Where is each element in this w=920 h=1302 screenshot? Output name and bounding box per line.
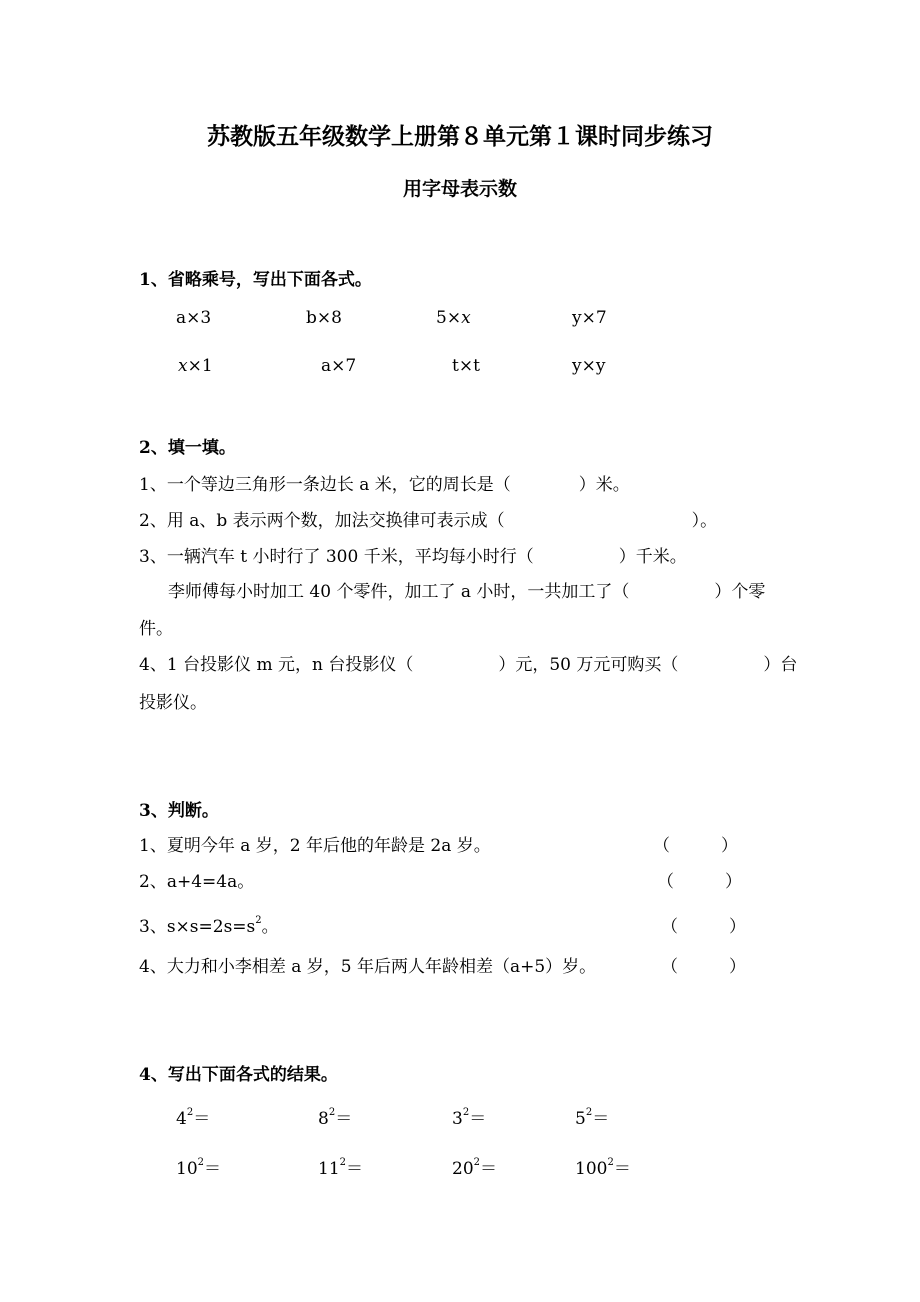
judge-item-3: 3、$s\times s=2s=s^2$。 (139, 915, 279, 937)
page-subtitle: 用字母表示数 (402, 178, 517, 200)
judge-answer-1: （ ） (653, 836, 738, 856)
fill-question-3a: 3、一辆汽车 t 小时行了 300 千米，平均每小时行（ ）千米。 (139, 547, 687, 567)
square-1-3: $3^2=$ (452, 1107, 487, 1129)
section2-heading: 2、填一填。 (139, 438, 236, 458)
square-2-1: $10^2=$ (176, 1157, 222, 1179)
expr-2-4: y×y (572, 356, 606, 376)
square-1-1: $4^2=$ (176, 1107, 211, 1129)
expr-2-3: t×t (452, 356, 480, 376)
fill-question-3c: 件。 (139, 619, 173, 639)
fill-question-4a: 4、1 台投影仪 m 元，n 台投影仪（ ）元，50 万元可购买（ ）台 (139, 655, 798, 675)
square-1-4: $5^2=$ (575, 1107, 610, 1129)
expr-1-4: y×7 (572, 308, 607, 328)
expr-1-3: 5×x (436, 308, 471, 328)
section4-heading: 4、写出下面各式的结果。 (139, 1065, 338, 1085)
fill-question-1: 1、一个等边三角形一条边长 a 米，它的周长是（ ）米。 (139, 475, 630, 495)
square-2-3: $20^2=$ (452, 1157, 498, 1179)
fill-question-2: 2、用 a、b 表示两个数，加法交换律可表示成（ ）。 (139, 511, 718, 531)
page-title: 苏教版五年级数学上册第８单元第１课时同步练习 (207, 123, 713, 150)
square-2-2: $11^2=$ (318, 1157, 364, 1179)
section3-heading: 3、判断。 (139, 801, 219, 821)
judge-answer-3: （ ） (661, 917, 746, 937)
judge-item-2: 2、a+4=4a。 (139, 872, 255, 892)
expr-2-1: x×1 (178, 356, 213, 376)
fill-question-3b: 李师傅每小时加工 40 个零件，加工了 a 小时，一共加工了（ ）个零 (168, 582, 766, 602)
expr-1-2: b×8 (306, 308, 342, 328)
judge-answer-4: （ ） (661, 957, 746, 977)
expr-2-2: a×7 (321, 356, 357, 376)
square-2-4: $100^2=$ (575, 1157, 631, 1179)
judge-answer-2: （ ） (657, 872, 742, 892)
section1-heading: 1、省略乘号，写出下面各式。 (139, 270, 372, 290)
fill-question-4b: 投影仪。 (139, 693, 207, 713)
judge-item-4: 4、大力和小李相差 a 岁，5 年后两人年龄相差（a+5）岁。 (139, 957, 597, 977)
judge-item-1: 1、夏明今年 a 岁，2 年后他的年龄是 2a 岁。 (139, 836, 491, 856)
expr-1-1: a×3 (176, 308, 212, 328)
square-1-2: $8^2=$ (318, 1107, 353, 1129)
